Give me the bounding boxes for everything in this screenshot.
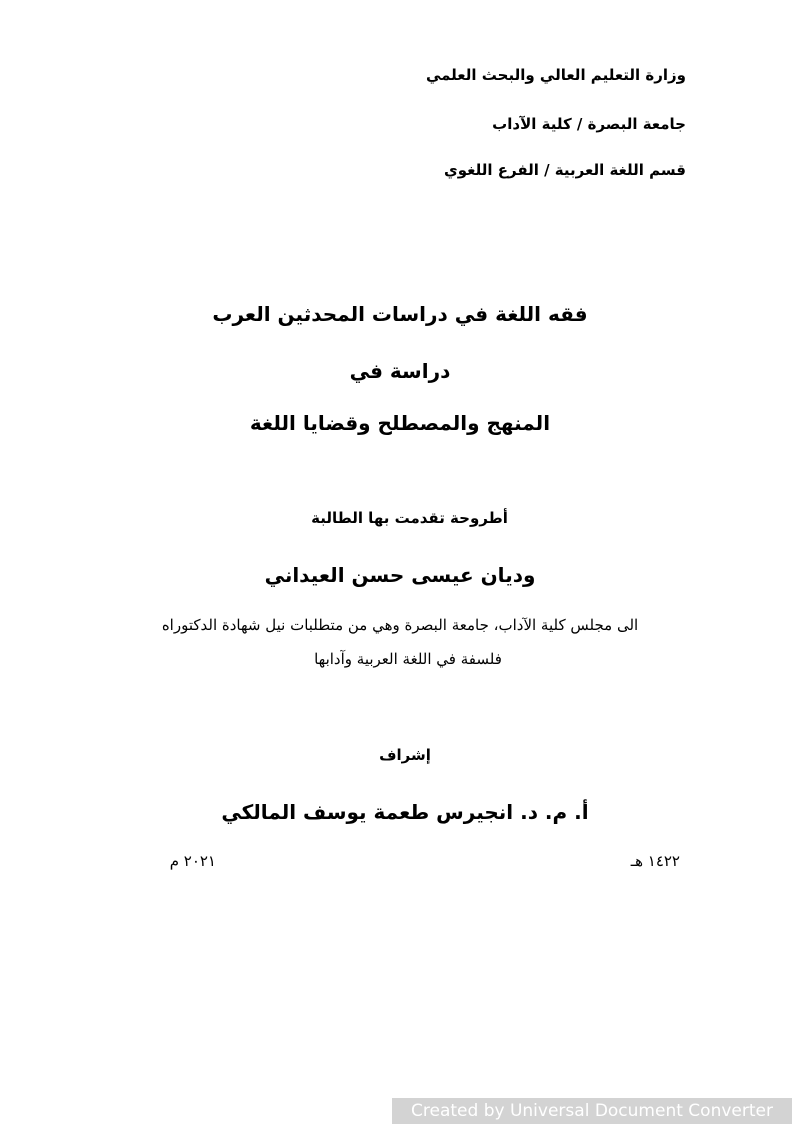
supervisor-name: أ. م. د. انجيرس طعمة يوسف المالكي (221, 800, 589, 824)
thesis-title-line1: فقه اللغة في دراسات المحدثين العرب (212, 302, 588, 326)
submission-statement-line2: فلسفة في اللغة العربية وآدابها (314, 650, 502, 668)
student-name: وديان عيسى حسن العيداني (264, 563, 536, 587)
ministry-line: وزارة التعليم العالي والبحث العلمي (425, 66, 686, 84)
converter-watermark: Created by Universal Document Converter (392, 1098, 792, 1124)
department-line: قسم اللغة العربية / الفرع اللغوي (444, 161, 686, 179)
thesis-title-line3: المنهج والمصطلح وقضايا اللغة (249, 411, 551, 435)
submission-statement-line1: الى مجلس كلية الآداب، جامعة البصرة وهي من متطلبات نيل شهادة الدكتوراه (161, 616, 639, 634)
thesis-title-line2: دراسة في (349, 359, 451, 383)
supervision-label: إشراف (379, 746, 431, 764)
hijri-date: ١٤٢٢ هـ (630, 852, 680, 870)
university-line: جامعة البصرة / كلية الآداب (492, 115, 686, 133)
submission-intro: أطروحة تقدمت بها الطالبة (311, 509, 508, 527)
gregorian-date: ٢٠٢١ م (169, 852, 216, 870)
